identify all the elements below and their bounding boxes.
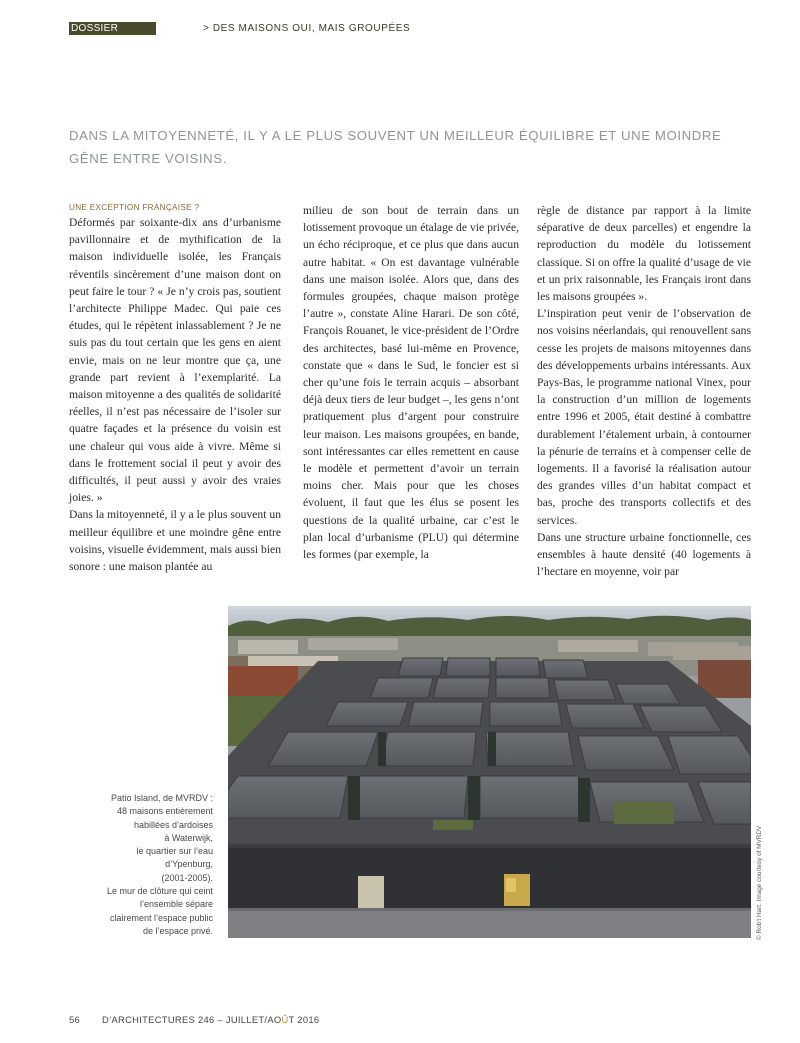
paragraph: L’inspiration peut venir de l’observation de nos voisins néerlandais, qui renouvellent sans cesse les projets de maisons mitoyennes dans des développements urbains intéressants. Aux Pays-Bas, le programme national Vinex, pour la construction d’un million de logements entre 1996 et 2005, était destiné à combattre durablement l’étalement urbain, à contourner la pénurie de terrains et à compenser celle de logements. Il a favorisé la réalisation autour des grandes villes d’un habitat compact et bas, proche des transports collectifs et des services. (537, 307, 751, 527)
page-number: 56 (69, 1014, 81, 1025)
section-tag-label: DOSSIER (71, 23, 119, 34)
photo-illustration (228, 606, 751, 938)
caption-line: de l’espace privé. (142, 925, 213, 936)
caption-line: 48 maisons entièrement (116, 806, 213, 817)
caption-line: Le mur de clôture qui ceint (106, 886, 213, 897)
photo-credit: © Rob't Hart. Image courtesy of MVRDV (756, 825, 763, 940)
publication-info: D’ARCHITECTURES 246 – JUILLET/AO (102, 1014, 282, 1025)
section-title: > DES MAISONS OUI, MAIS GROUPÉES (203, 23, 411, 34)
column-2 (303, 202, 519, 563)
caption-line: (2001-2005). (161, 872, 213, 883)
paragraph: Dans la mitoyenneté, il y a le plus souvent un meilleur équilibre et une moindre gêne entre voisins, visuelle évidemment, mais aussi bien sonore : une maison plantée au (69, 508, 281, 574)
caption-line: habillées d’ardoises (133, 819, 213, 830)
photo-caption (69, 792, 213, 938)
paragraph: Déformés par soixante-dix ans d’urbanisme pavillonnaire et de mythification de la maison individuelle isolée, les Français réventils sincèrement d’une maison dont on peut faire le tour ? « Je n’y crois pas, soutient l’architecte Philippe Madec. Qui paie ces études, qui le répètent inlassablement ? Je ne suis pas du tout certain que les gens en aient envie, mais on ne leur montre que ça, une grande part revient à l’exemplarité. La maison mitoyenne a des qualités de solidarité réelles, il n’est pas nécessaire de l’isoler sur quatre façades et la présence du voisin est une chaleur qui vous aide à vivre. Même si dans le frottement social il peut y avoir des difficultés, il peut aussi y avoir des vraies joies. » (69, 216, 281, 505)
caption-line: d’Ypenburg, (165, 859, 213, 870)
column-3 (537, 202, 751, 580)
subheading: UNE EXCEPTION FRANÇAISE ? (69, 203, 200, 212)
caption-line: à Waterwijk, (164, 832, 213, 843)
section-tag (69, 22, 156, 35)
paragraph: Dans une structure urbaine fonctionnelle, ces ensembles à haute densité (40 logements à l’hectare en moyenne, voir par (537, 530, 751, 579)
photo-patio-island (228, 606, 751, 938)
lead-text: DANS LA MITOYENNETÉ, IL Y A LE PLUS SOUVENT UN MEILLEUR ÉQUILIBRE ET UNE MOINDRE GÊNE ENTRE VOISINS. (69, 128, 722, 166)
caption-line: l’ensemble sépare (139, 899, 213, 910)
publication-year: T 2016 (288, 1014, 320, 1025)
publication-accent: Û (281, 1014, 289, 1025)
caption-line: clairement l’espace public (109, 912, 213, 923)
paragraph: règle de distance par rapport à la limite séparative de deux parcelles) et engendre la reproduction du modèle du lotissement classique. Si on offre la qualité d’usage de vie et un prix raisonnable, les Français iront dans les maisons groupées ». (537, 204, 751, 304)
column-1 (69, 200, 281, 575)
page-footer (69, 1014, 319, 1025)
caption-line: Patio Island, de MVRDV : (110, 793, 213, 803)
caption-line: le quartier sur l’eau (136, 846, 213, 857)
paragraph: milieu de son bout de terrain dans un lotissement provoque un étalage de vie privée, un écho réciproque, et ce plus que dans aucun autre habitat. « On est davantage vulnérable dans une maison isolée. Alors que, dans des formules groupées, chaque maison protège l’autre », constate Aline Harari. De son côté, François Rouanet, le vice-président de l’Ordre des architectes, basé lui-même en Provence, constate que « dans le Sud, le foncier est si cher qu’une fois le terrain acquis – absorbant déjà deux tiers de leur budget –, les gens n’ont pratiquement plus d’argent pour construire leur maison. Les maisons groupées, en bande, sont intéressantes car elles remettent en cause le modèle et permettent d’avoir un terrain moins cher. Mais pour que les choses évoluent, il faut que les élus se posent les questions de la qualité urbaine, car c’est le plan local d’urbanisme (PLU) qui détermine les formes (par exemple, la (303, 204, 519, 562)
